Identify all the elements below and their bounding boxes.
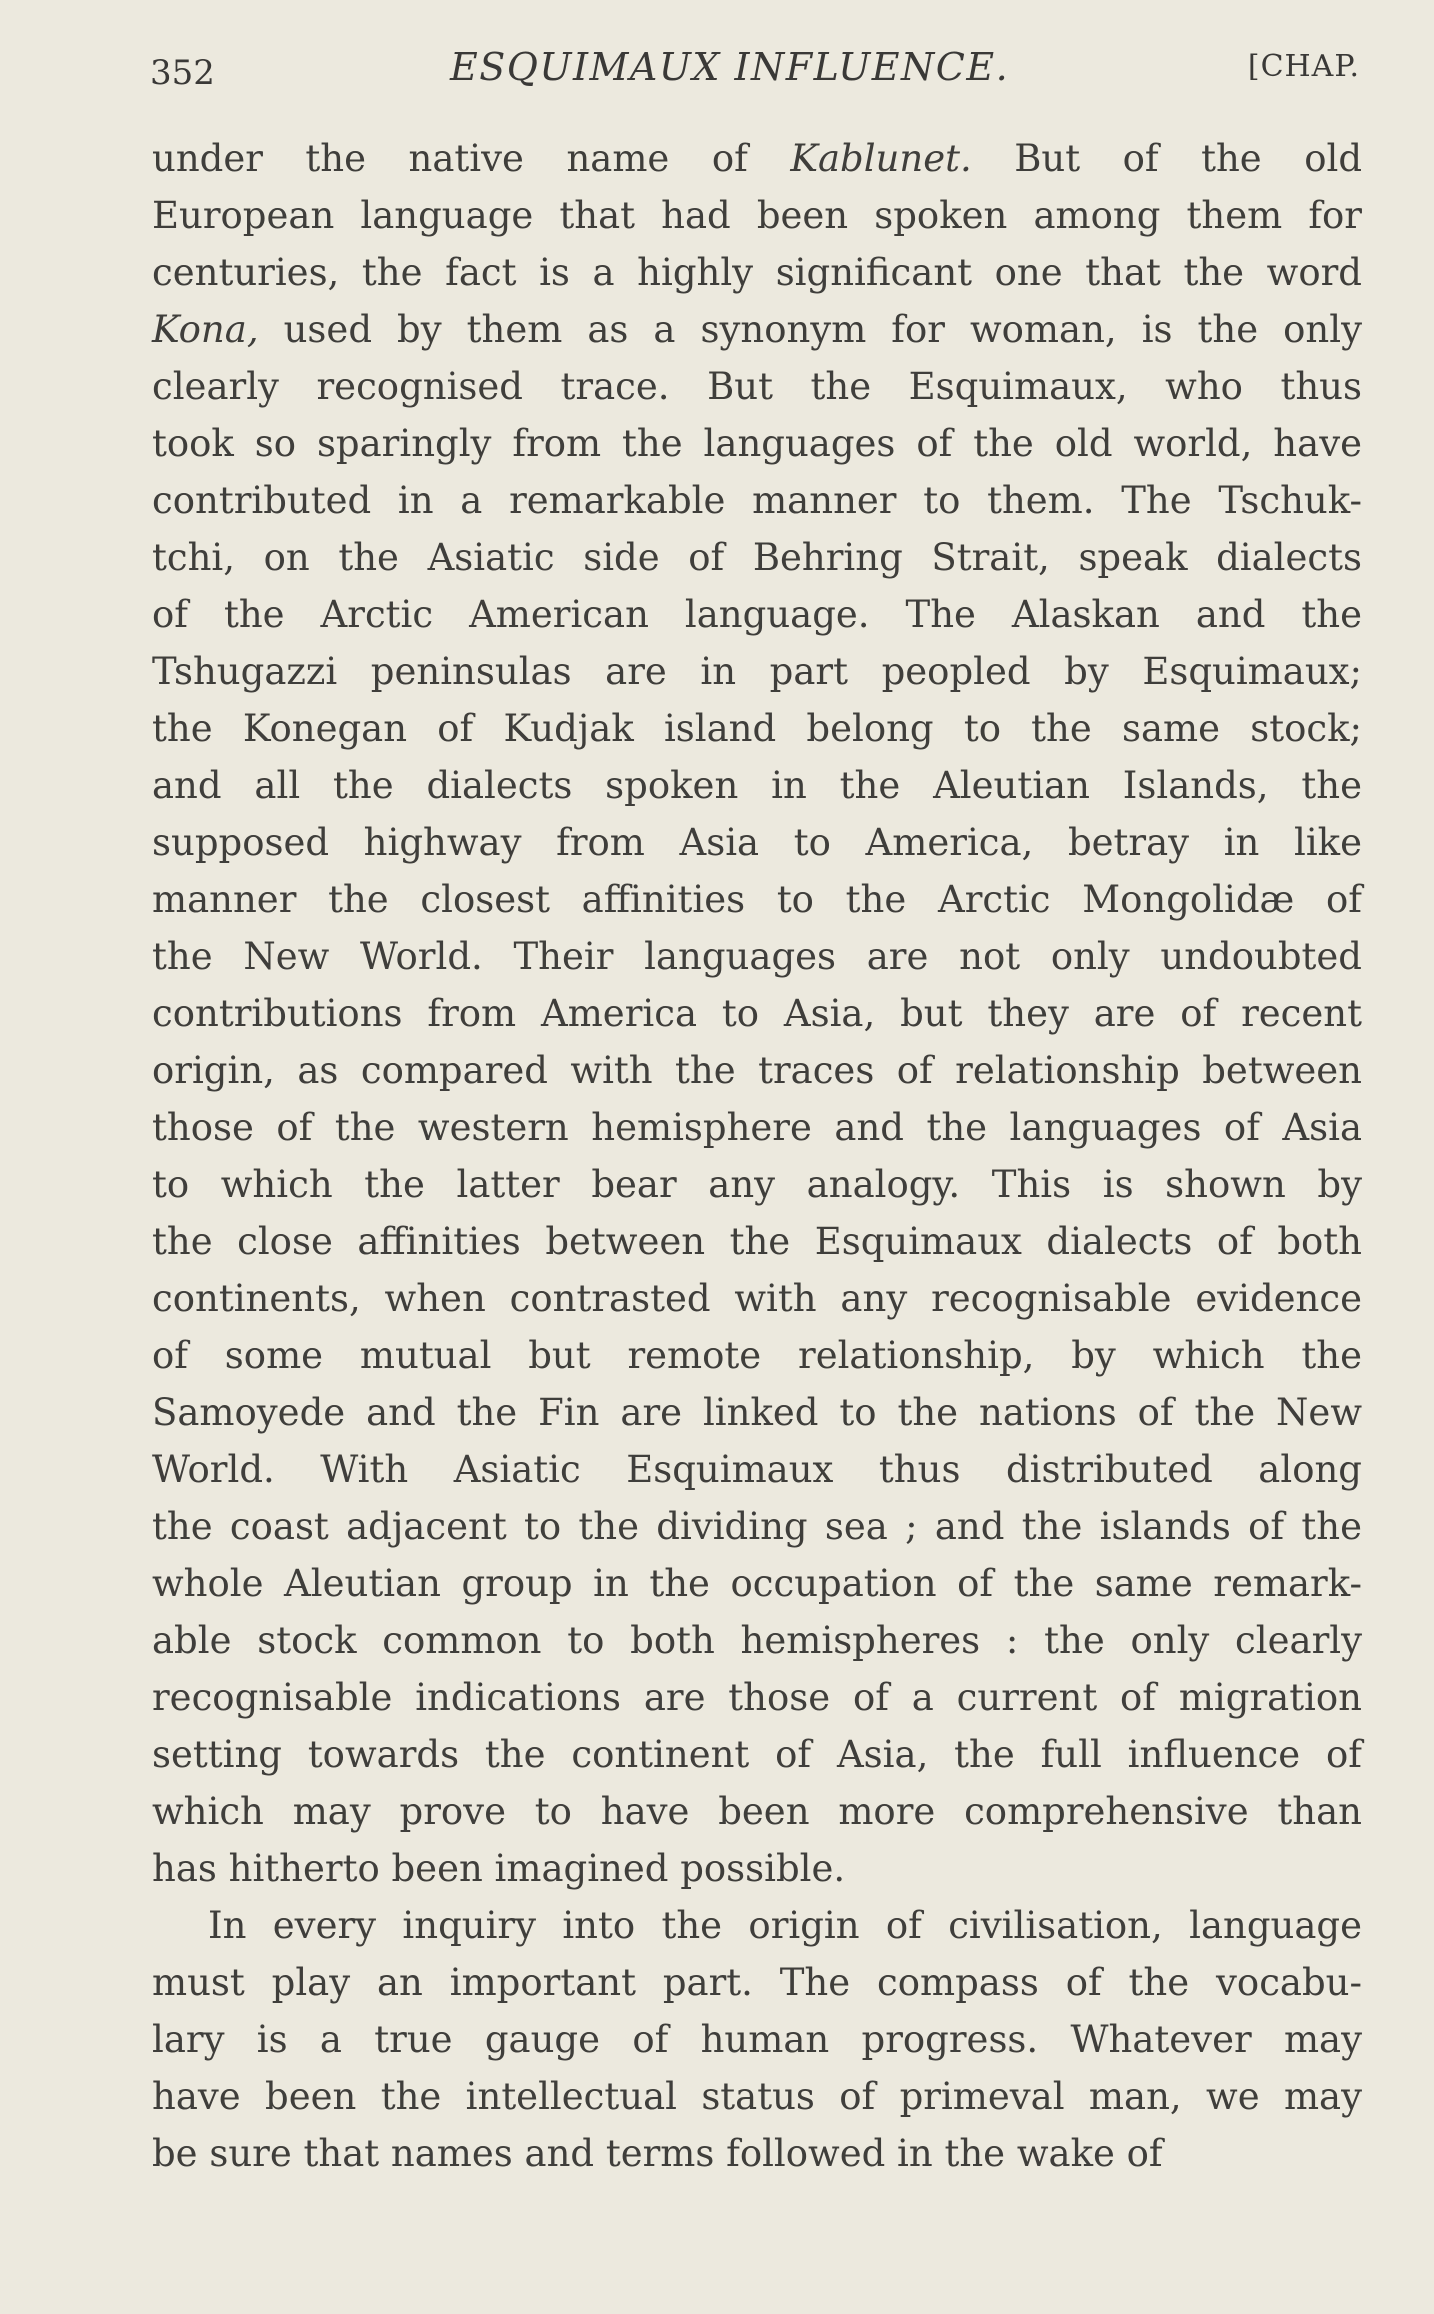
text-segment: continents, when contrasted with any recognisable evidence [152, 1277, 1362, 1320]
text-segment: In every inquiry into the origin of civilisation, language [208, 1904, 1362, 1947]
text-line [152, 757, 1362, 814]
text-segment: contributed in a remarkable manner to them. The Tschuk- [152, 479, 1362, 522]
text-segment: be sure that names and terms followed in the wake of [152, 2132, 1163, 2175]
text-segment: But of the old [971, 137, 1363, 180]
text-segment: Kablunet. [790, 137, 972, 180]
text-segment: European language that had been spoken among them for [152, 194, 1362, 237]
text-segment: Kona, [152, 308, 259, 351]
text-segment: Tshugazzi peninsulas are in part peopled by Esquimaux; [152, 650, 1362, 693]
text-segment: the coast adjacent to the dividing sea ; and the islands of the [152, 1505, 1362, 1548]
running-title: ESQUIMAUX INFLUENCE. [450, 45, 1010, 89]
paragraph [152, 1897, 1362, 2182]
text-line [152, 1270, 1362, 1327]
text-line [152, 1612, 1362, 1669]
text-line [152, 700, 1362, 757]
text-line [152, 1726, 1362, 1783]
text-segment: must play an important part. The compass of the vocabu- [152, 1961, 1362, 2004]
text-line [152, 1897, 1362, 1954]
text-line [152, 1384, 1362, 1441]
text-segment: under the native name of [152, 137, 791, 180]
page-number: 352 [150, 53, 215, 93]
text-segment: took so sparingly from the languages of the old world, have [152, 422, 1362, 465]
text-line [152, 928, 1362, 985]
text-segment: centuries, the fact is a highly significant one that the word [152, 251, 1362, 294]
text-segment: World. With Asiatic Esquimaux thus distributed along [152, 1448, 1362, 1491]
text-line [152, 415, 1362, 472]
text-line [152, 814, 1362, 871]
text-line [152, 2125, 1362, 2182]
text-segment: the New World. Their languages are not only undoubted [152, 935, 1362, 978]
text-segment: to which the latter bear any analogy. This is shown by [152, 1163, 1362, 1206]
text-segment: origin, as compared with the traces of relationship between [152, 1049, 1362, 1092]
text-segment: those of the western hemisphere and the languages of Asia [152, 1106, 1362, 1149]
text-line [152, 244, 1362, 301]
text-line [152, 472, 1362, 529]
text-segment: whole Aleutian group in the occupation of the same remark- [152, 1562, 1362, 1605]
text-segment: the close affinities between the Esquimaux dialects of both [152, 1220, 1362, 1263]
text-segment: which may prove to have been more comprehensive than [152, 1790, 1362, 1833]
text-line [152, 1555, 1362, 1612]
text-segment: contributions from America to Asia, but they are of recent [152, 992, 1362, 1035]
text-segment: have been the intellectual status of primeval man, we may [152, 2075, 1362, 2118]
text-line [152, 1498, 1362, 1555]
text-line [152, 358, 1362, 415]
text-segment: of some mutual but remote relationship, by which the [152, 1334, 1362, 1377]
body-text [152, 130, 1362, 2182]
text-segment: able stock common to both hemispheres : the only clearly [152, 1619, 1362, 1662]
text-line [152, 1669, 1362, 1726]
text-segment: of the Arctic American language. The Alaskan and the [152, 593, 1362, 636]
text-line [152, 1099, 1362, 1156]
text-line [152, 985, 1362, 1042]
text-segment: Samoyede and the Fin are linked to the nations of the New [152, 1391, 1362, 1434]
text-line [152, 2068, 1362, 2125]
text-segment: setting towards the continent of Asia, the full influence of [152, 1733, 1362, 1776]
text-segment: manner the closest affinities to the Arctic Mongolidæ of [152, 878, 1362, 921]
text-line [152, 529, 1362, 586]
text-line [152, 1954, 1362, 2011]
text-segment: recognisable indications are those of a current of migration [152, 1676, 1362, 1719]
text-line [152, 130, 1362, 187]
text-line [152, 1441, 1362, 1498]
text-line [152, 2011, 1362, 2068]
text-line [152, 1840, 1362, 1897]
text-line [152, 871, 1362, 928]
text-line [152, 1042, 1362, 1099]
chapter-mark: [CHAP. [1247, 49, 1360, 84]
text-line [152, 187, 1362, 244]
text-segment: has hitherto been imagined possible. [152, 1847, 846, 1890]
text-line [152, 1327, 1362, 1384]
text-line [152, 1156, 1362, 1213]
text-line [152, 1213, 1362, 1270]
text-line [152, 1783, 1362, 1840]
text-segment: tchi, on the Asiatic side of Behring Strait, speak dialects [152, 536, 1362, 579]
text-segment: supposed highway from Asia to America, betray in like [152, 821, 1362, 864]
text-line [152, 586, 1362, 643]
text-segment: used by them as a synonym for woman, is the only [258, 308, 1362, 351]
text-line [152, 301, 1362, 358]
text-segment: clearly recognised trace. But the Esquimaux, who thus [152, 365, 1362, 408]
text-segment: the Konegan of Kudjak island belong to the same stock; [152, 707, 1362, 750]
text-line [152, 643, 1362, 700]
paragraph [152, 130, 1362, 1897]
text-segment: and all the dialects spoken in the Aleutian Islands, the [152, 764, 1362, 807]
running-head [150, 45, 1360, 105]
text-segment: lary is a true gauge of human progress. Whatever may [152, 2018, 1362, 2061]
